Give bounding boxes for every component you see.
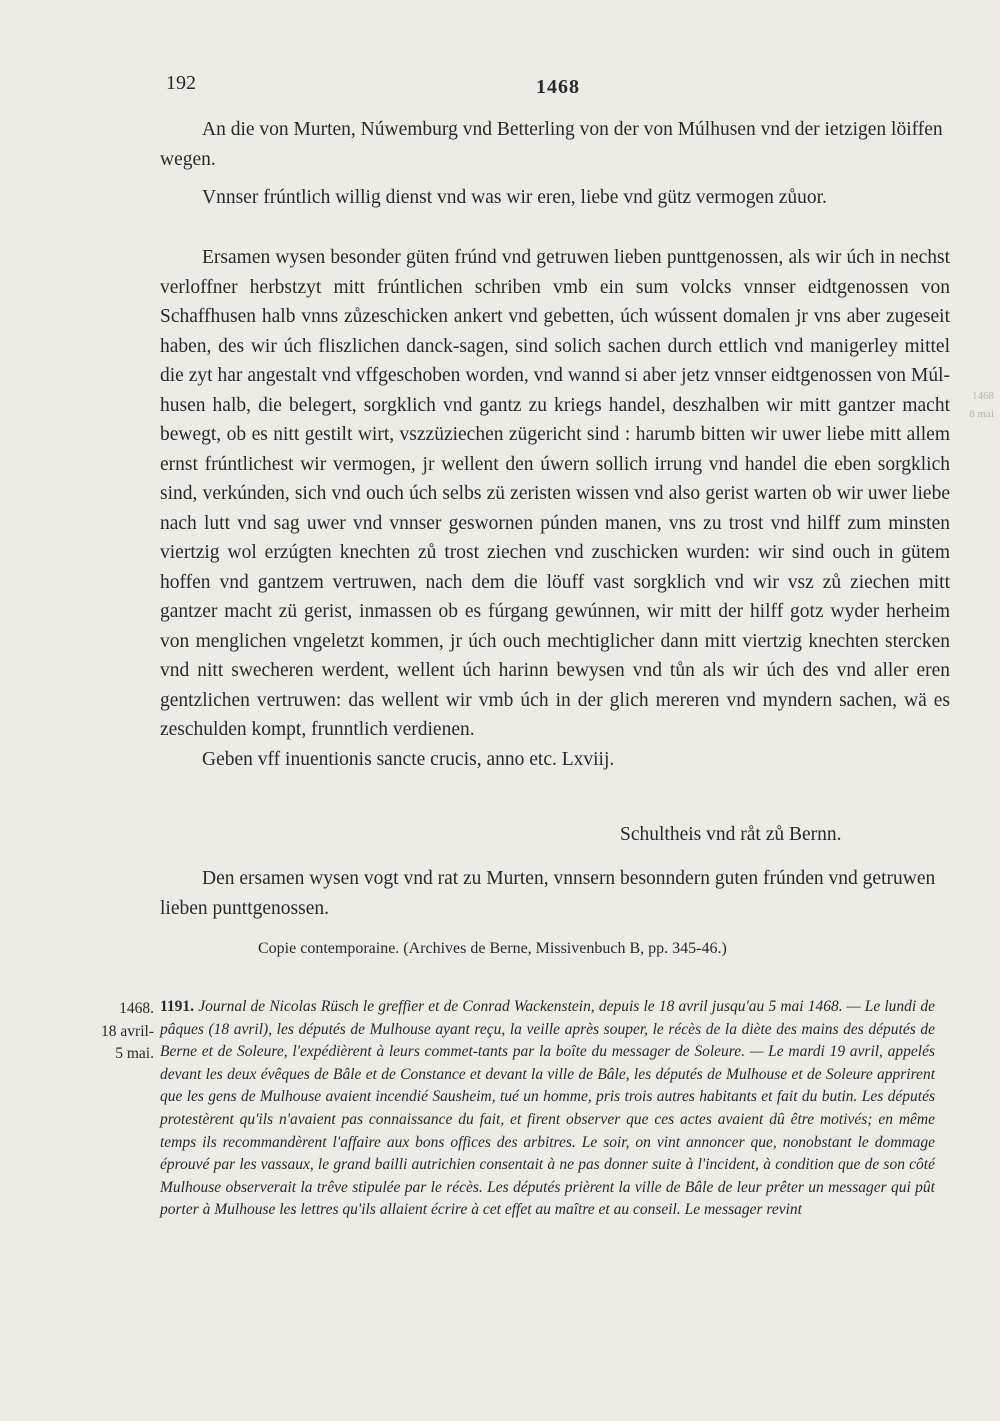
bleed-line-2: 8 mai bbox=[969, 408, 994, 420]
greeting-text: Vnnser frúntlich willig dienst vnd was wir eren, liebe vnd gütz vermogen zůuor. bbox=[202, 187, 827, 208]
journal-entry bbox=[160, 996, 935, 1222]
margin-date-start: 18 avril- bbox=[101, 1022, 154, 1040]
margin-year: 1468. bbox=[119, 1000, 154, 1017]
address-text: An die von Murten, Núwemburg vnd Betterling von der von Múlhusen vnd der ietzigen löiffen wegen. bbox=[160, 119, 943, 170]
page-number: 192 bbox=[166, 72, 196, 94]
letter-body bbox=[160, 243, 950, 774]
letter-body-text: Ersamen wysen besonder güten frúnd vnd getruwen lieben punttgenossen, als wir úch in nechst verloffner herbstzyt mitt frúntlichen schriben vmb ein sum volcks vnnser eidtgenossen von Schaffhusen halb vnns zůzeschicken ankert vnd gebetten, úch wússent domalen jr vns aber zugeseit haben, des wir úch fliszlichen danck-sagen, sind solich sachen durch ettlich vnd manigerley mittel die zyt har angestalt vnd vffgeschoben worden, vnd wannd si aber jetz vnnser eidtgenossen von Múl-husen halb, die belegert, sorgklich vnd gantz zu kriegs handel, deszhalben wir mitt gantzer macht bewegt, ob es nitt gestilt wirt, vszzüziechen zügericht sind : harumb bitten wir uwer liebe mitt allem ernst frúntlichest wir vermogen, jr wellent den úwern sollich irrung vnd handel die eben sorgklich sind, verkúnden, sich vnd ouch úch selbs zü zeristen wissen vnd also gerist warten ob wir uwer liebe nach lutt vnd sag uwer vnd vnnser geswornen púnden manen, vns zu trost vnd hilff zum minsten viertzig wol erzúgten knechten zů trost ziechen vnd zuschicken wurden: wir sind ouch in gütem hoffen vnd gantzem vertruwen, nach dem die löuff vast sorgklich vnd wir vsz zů ziechen mitt gantzer macht zü gerist, inmassen ob es fúrgang gewúnnen, wir mitt der hilff gotz wyder herheim von menglichen vngeletzt kommen, jr úch ouch mechtiglicher dann mitt viertzig knechten stercken vnd nitt swecheren werdent, wellent úch harinn bewysen vnd tůn als wir úch des vnd aller eren gentzlichen vertruwen: das wellent wir vmb úch in der glich mereren vnd myndern sachen, wä es zeschulden kompt, frunntlich verdienen. bbox=[160, 247, 950, 740]
running-head: 1468 bbox=[536, 76, 580, 98]
margin-date-end: 5 mai. bbox=[115, 1045, 154, 1062]
source-note: Copie contemporaine. (Archives de Berne, Missivenbuch B, pp. 345-46.) bbox=[258, 940, 727, 957]
bleed-line-1: 1468 bbox=[972, 390, 994, 402]
entry-text: Journal de Nicolas Rüsch le greffier et de Conrad Wackenstein, depuis le 18 avril jusqu'au 5 mai 1468. — Le lundi de pâques (18 avril), les députés de Mulhouse ayant reçu, la veille après souper, le récès de la diète des mains des députés de Berne et de Soleure, l'expédièrent à leurs commet-tants par la boîte du messager de Soleure. — Le mardi 19 avril, appelés devant les deux évêques de Bâle et de Constance et devant la ville de Bâle, les députés de Mulhouse et de Soleure apprirent que les gens de Mulhouse avaient incendié Sausheim, tué un homme, pris trois autres habitants et fait du butin. Les députés protestèrent qu'ils n'avaient pas connaissance du fait, et firent observer que ces actes avaient dû être motivés; en même temps ils recommandèrent l'affaire aux bons offices des arbitres. Le soir, on vint annoncer que, nonobstant le dommage éprouvé par les vassaux, le grand bailli autrichien consentait à ne pas donner suite à l'incident, à condition que de son côté Mulhouse observerait la trêve stipulée par le récès. Les députés prièrent la ville de Bâle de leur prêter un messager qui pût porter à Mulhouse les lettres qu'ils allaient écrire à cet effet au maître et au conseil. Le messager revint bbox=[160, 998, 936, 1219]
letter-address bbox=[160, 115, 950, 174]
letter-signature: Schultheis vnd råt zů Bernn. bbox=[620, 824, 842, 845]
letter-date-line: Geben vff inuentionis sancte crucis, anno etc. Lxviij. bbox=[202, 748, 615, 770]
entry-number: 1191. bbox=[160, 998, 195, 1015]
superscription-text: Den ersamen wysen vogt vnd rat zu Murten, vnnsern besonndern guten frúnden vnd getruwen lieben punttgenossen. bbox=[160, 868, 936, 919]
bleed-through-margin bbox=[969, 387, 994, 423]
letter-greeting bbox=[160, 183, 950, 213]
letter-superscription bbox=[160, 864, 950, 923]
margin-date bbox=[60, 998, 154, 1066]
